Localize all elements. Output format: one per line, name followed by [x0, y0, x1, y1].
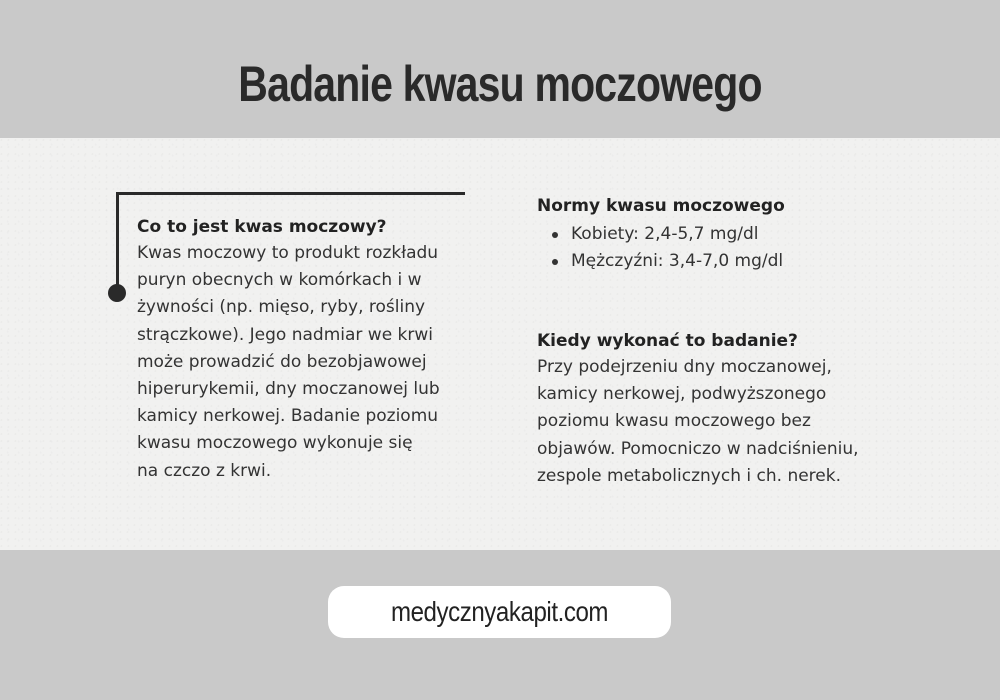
norms-heading: Normy kwasu moczowego: [537, 196, 785, 216]
when-heading: Kiedy wykonać to badanie?: [537, 331, 798, 351]
definition-line: żywności (np. mięso, ryby, rośliny: [137, 297, 426, 318]
norm-item-men: [537, 248, 937, 275]
definition-line: hiperurykemii, dny moczanowej lub: [137, 379, 440, 400]
norms-section: [537, 193, 937, 275]
definition-line: kamicy nerkowej. Badanie poziomu: [137, 406, 439, 427]
when-line: poziomu kwasu moczowego bez: [537, 411, 811, 432]
norm-item-label: Mężczyźni: 3,4-7,0 mg/dl: [571, 251, 784, 271]
definition-line: może prowadzić do bezobjawowej: [137, 351, 427, 372]
when-text: [537, 354, 957, 490]
definition-heading: Co to jest kwas moczowy?: [137, 217, 387, 237]
bullet-icon: [552, 259, 558, 265]
definition-line: puryn obecnych w komórkach i w: [137, 270, 422, 291]
definition-line: strączkowe). Jego nadmiar we krwi: [137, 324, 434, 345]
accent-dot: [108, 284, 126, 302]
when-line: kamicy nerkowej, podwyższonego: [537, 384, 827, 405]
page-title: Badanie kwasu moczowego: [238, 56, 762, 112]
accent-line-vertical: [116, 192, 119, 294]
when-line: objawów. Pomocniczo w nadciśnieniu,: [537, 438, 859, 459]
norm-item-label: Kobiety: 2,4-5,7 mg/dl: [571, 224, 759, 244]
norms-list: [537, 221, 937, 275]
definition-line: Kwas moczowy to produkt rozkładu: [137, 243, 439, 263]
when-section: [537, 328, 957, 490]
bullet-icon: [552, 232, 558, 238]
norm-item-women: [537, 221, 937, 248]
definition-line: na czczo z krwi.: [137, 460, 272, 481]
accent-line-horizontal: [116, 192, 465, 195]
definition-section: [137, 214, 472, 485]
website-label: medycznyakapit.com: [390, 596, 609, 627]
when-line: zespole metabolicznych i ch. nerek.: [537, 465, 841, 486]
definition-line: kwasu moczowego wykonuje się: [137, 433, 413, 454]
website-badge: [328, 586, 671, 638]
when-line: Przy podejrzeniu dny moczanowej,: [537, 357, 832, 377]
definition-text: [137, 240, 472, 485]
